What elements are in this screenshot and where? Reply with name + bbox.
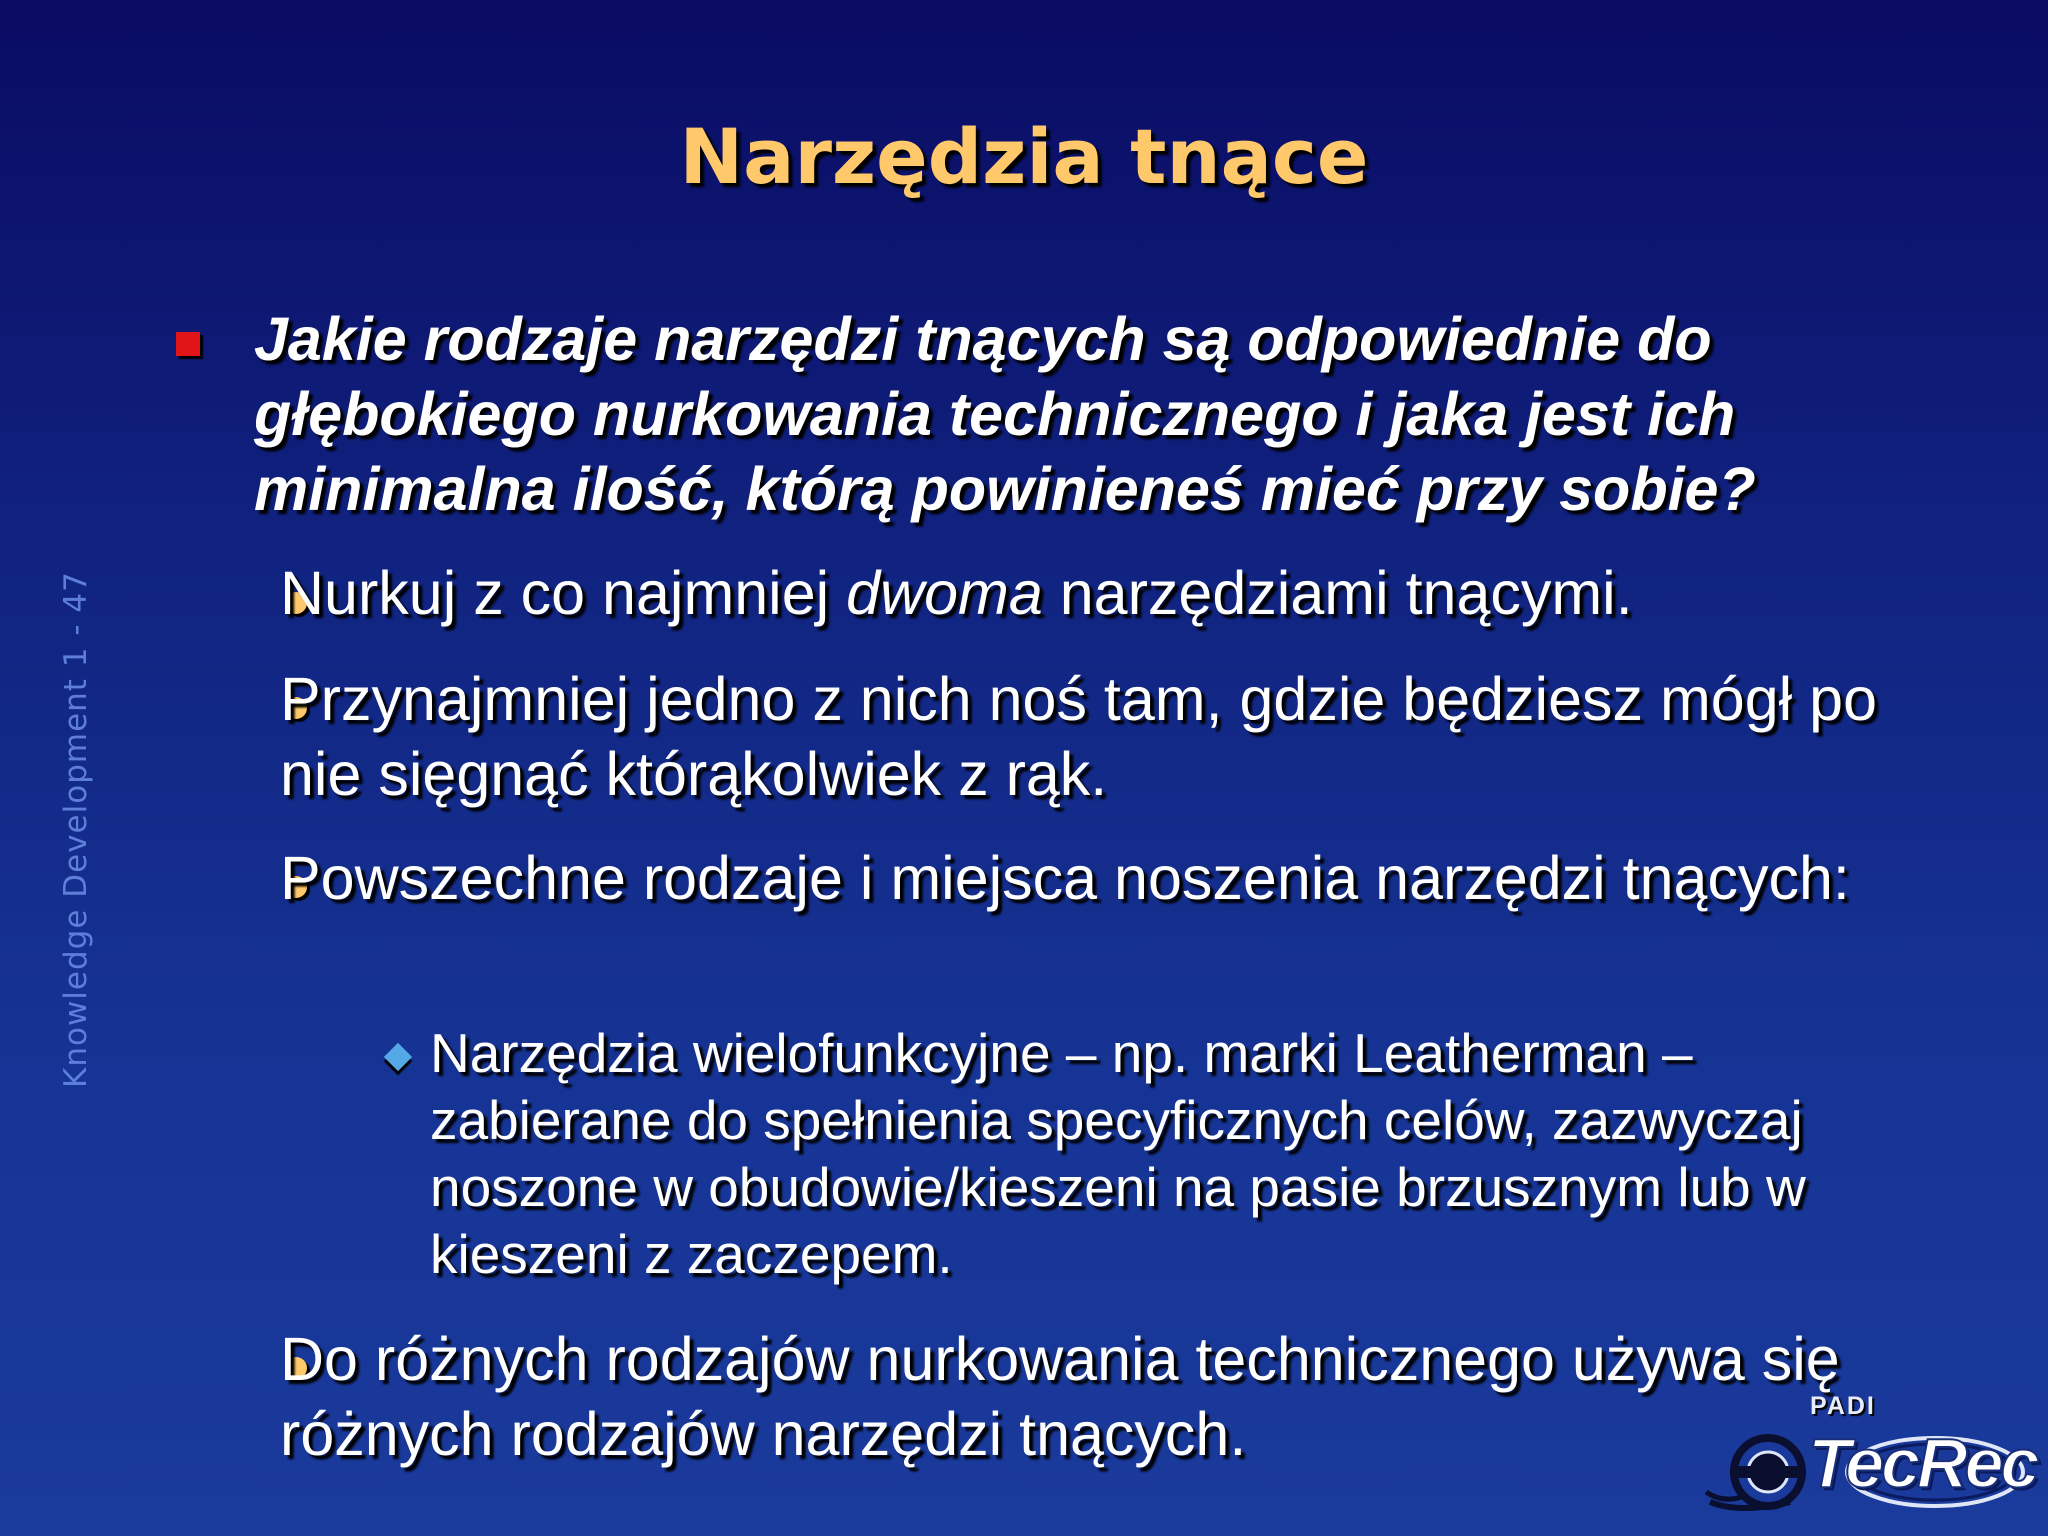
- logo-tecrec-text: TecRec: [1808, 1424, 2037, 1502]
- bullet-point-2: Przynajmniej jedno z nich noś tam, gdzie będziesz mógł po nie sięgnąć którąkolwiek z rąk.: [280, 665, 1877, 808]
- bullet-point-3: Powszechne rodzaje i miejsca noszenia narzędzi tnących:: [280, 844, 1850, 912]
- point-1-emphasis: dwoma: [846, 559, 1043, 627]
- side-label: Knowledge Development 1 - 47: [58, 571, 94, 1088]
- question-text: Jakie rodzaje narzędzi tnących są odpowiednie do głębokiego nurkowania technicznego i jaka jest ich minimalna ilość, którą powinieneś mieć przy sobie?: [254, 305, 1756, 523]
- logo-padi-text: PADI: [1810, 1392, 1876, 1420]
- bullet-point-1: [280, 556, 1930, 631]
- blue-diamond-bullet-icon: [384, 1043, 412, 1071]
- point-1-text-after: narzędziami tnącymi.: [1042, 559, 1633, 627]
- sub-bullet-point-1: Narzędzia wielofunkcyjne – np. marki Leatherman – zabierane do spełnienia specyficznych celów, zazwyczaj noszone w obudowie/kieszeni na pasie brzusznym lub w kieszeni z zaczepem.: [430, 1022, 1806, 1285]
- slide-title: Narzędzia tnące: [679, 112, 1369, 201]
- bullet-point-4: Do różnych rodzajów nurkowania technicznego używa się różnych rodzajów narzędzi tnących.: [280, 1325, 1840, 1468]
- point-1-text-before: Nurkuj z co najmniej: [280, 559, 847, 627]
- red-square-bullet-icon: [176, 332, 200, 356]
